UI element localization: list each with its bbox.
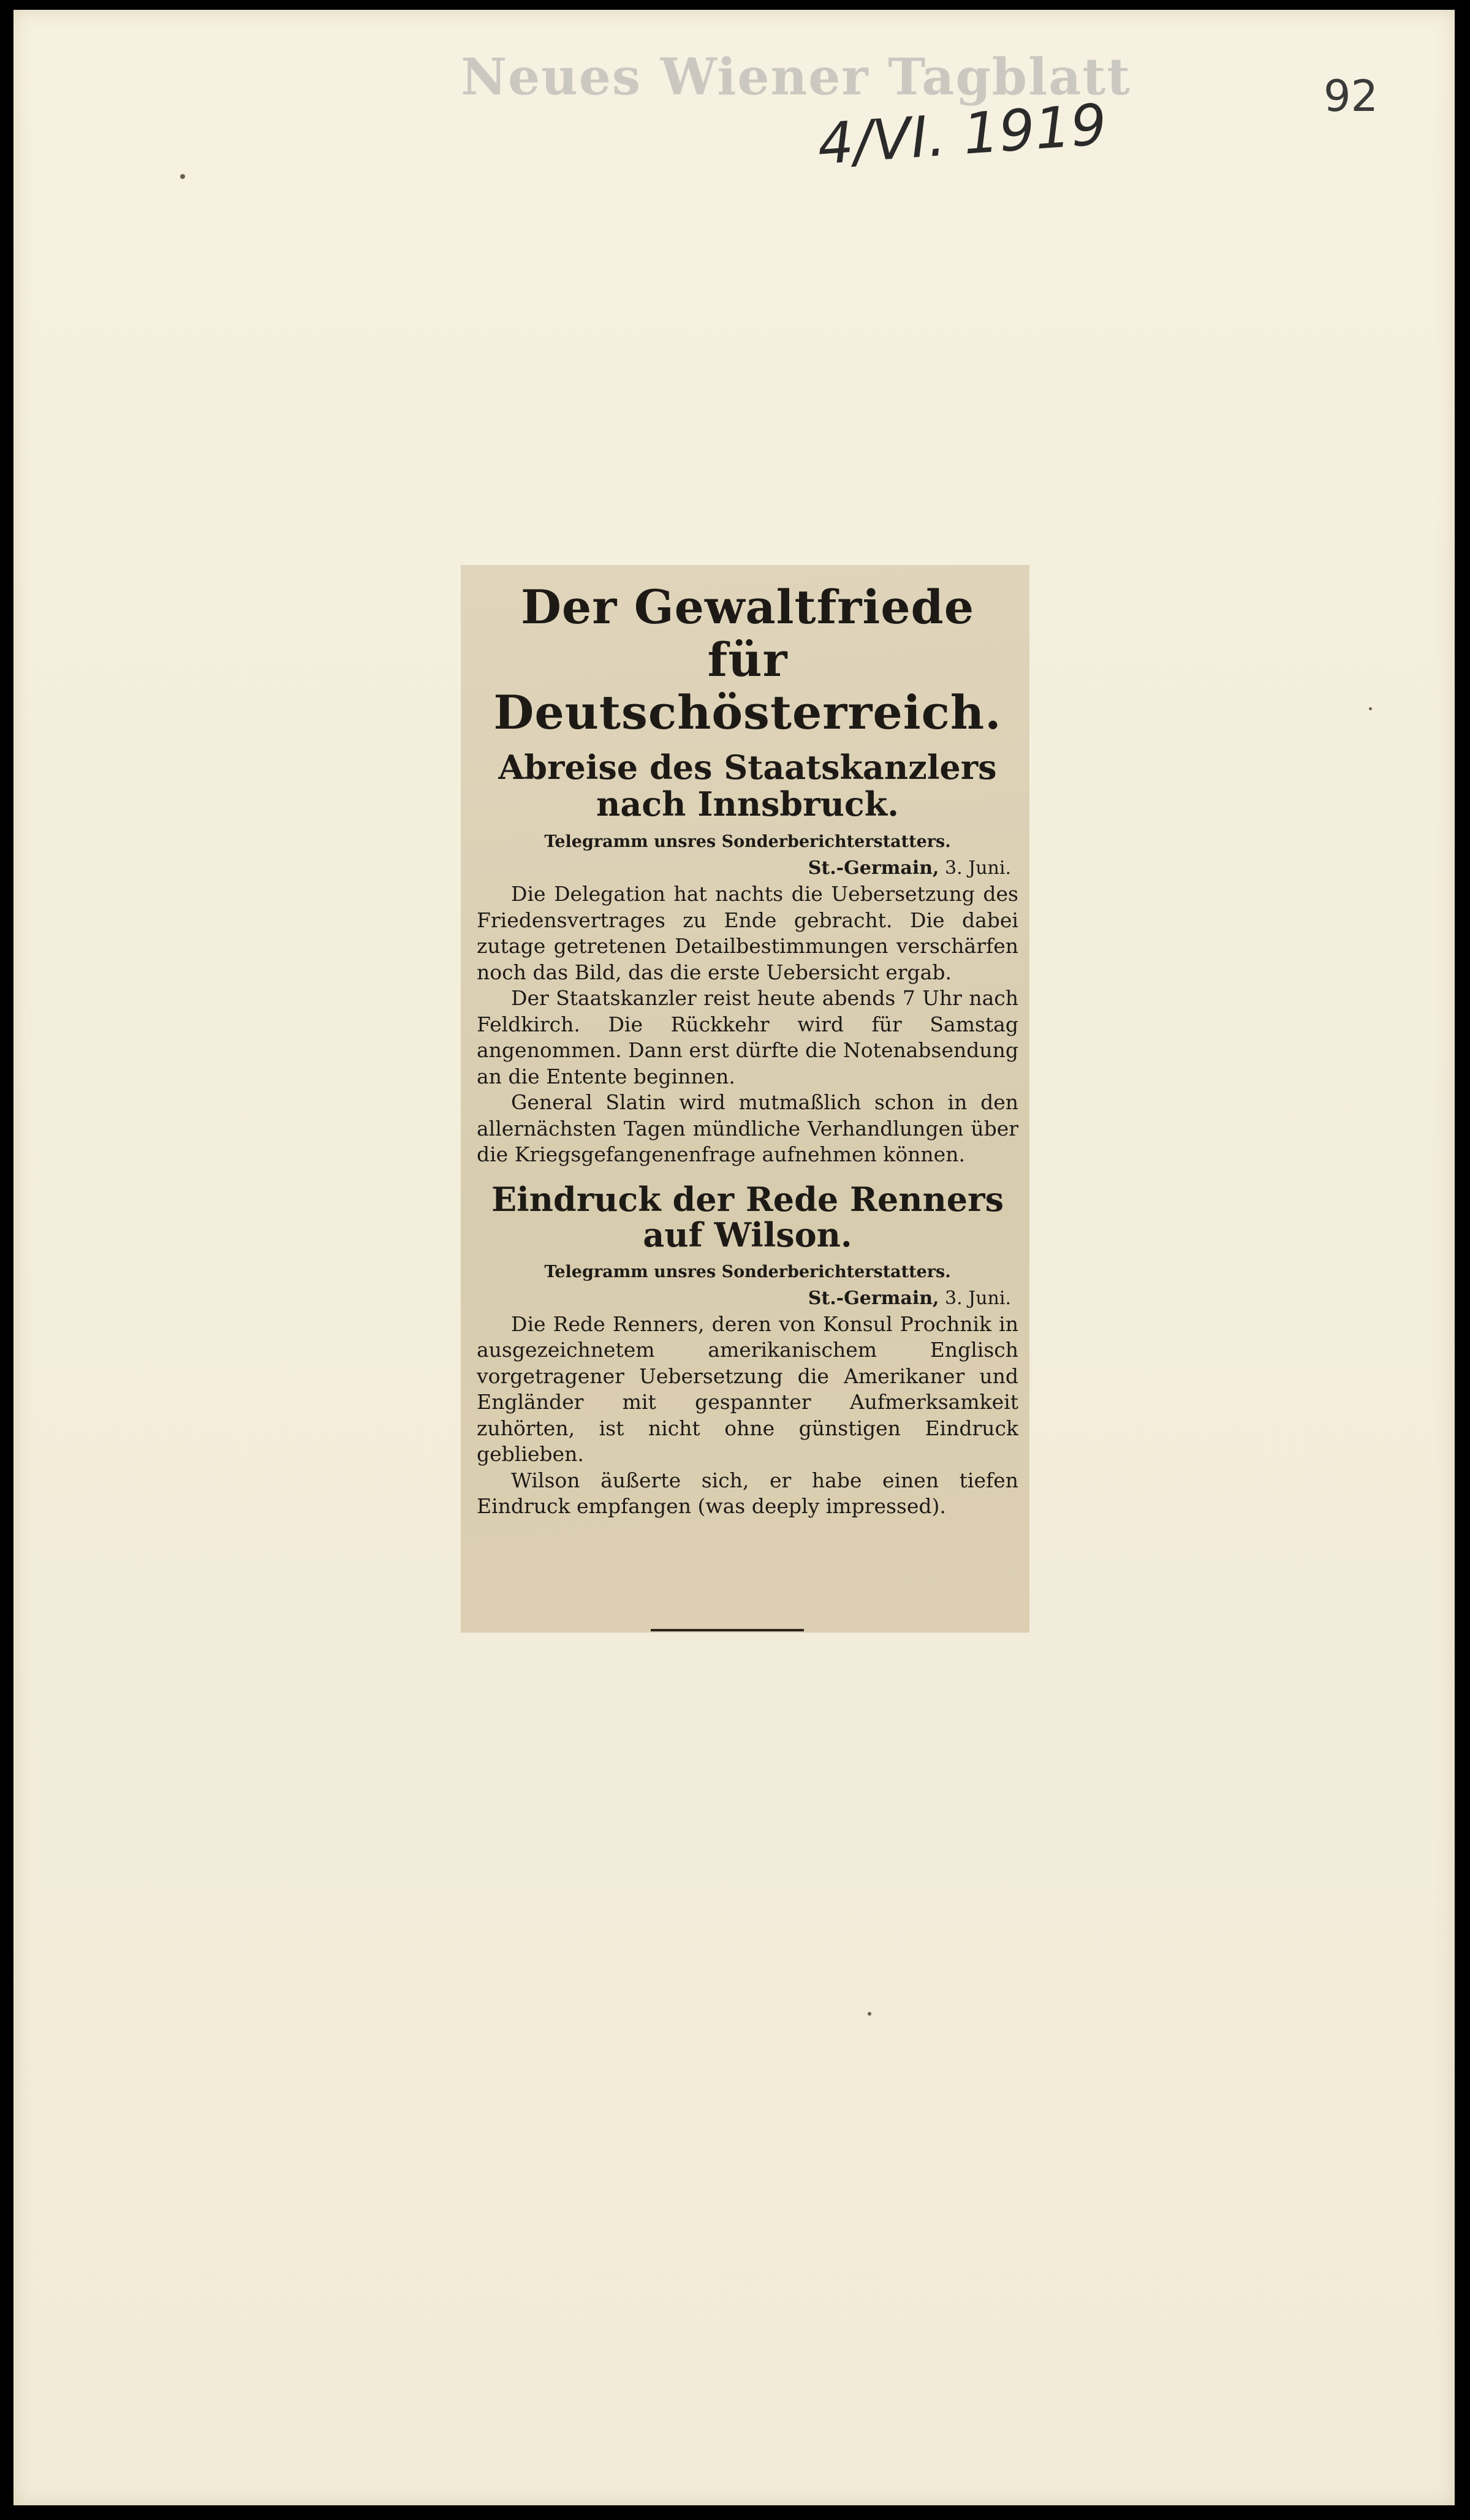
dateline-date: 3. Juni. bbox=[945, 1287, 1011, 1309]
section2-dateline bbox=[477, 1286, 1011, 1311]
newspaper-name-stamp: Neues Wiener Tagblatt bbox=[461, 48, 1132, 107]
paper-speck bbox=[180, 174, 185, 179]
paper-speck bbox=[1369, 707, 1372, 710]
dateline-date: 3. Juni. bbox=[945, 857, 1011, 879]
newspaper-clipping bbox=[461, 565, 1029, 1633]
dateline-place: St.-Germain, bbox=[808, 1287, 939, 1309]
paragraph: Wilson äußerte sich, er habe einen tiefen Eindruck empfangen (was deeply impressed). bbox=[477, 1468, 1018, 1518]
page-number: 92 bbox=[1324, 71, 1379, 121]
paper-speck bbox=[868, 2012, 871, 2016]
handwritten-date: 4/VI. 1919 bbox=[815, 91, 1109, 178]
paragraph: General Slatin wird mutmaßlich schon in den allernächsten Tagen mündliche Verhandlungen über die Kriegsgefangenenfrage aufnehmen können. bbox=[477, 1090, 1018, 1166]
paragraph: Die Delegation hat nachts die Uebersetzung des Friedensvertrages zu Ende gebracht. Die dabei zutage getretenen Detailbestimmungen verschärfen noch das Bild, das die erste Uebersicht ergab. bbox=[477, 882, 1018, 984]
section2-body bbox=[477, 1311, 1018, 1520]
section1-dateline bbox=[477, 856, 1011, 881]
archive-page bbox=[13, 10, 1455, 2505]
section1-body bbox=[477, 881, 1018, 1168]
section1-subhead: Abreise des Staatskanzlers nach Innsbruck. bbox=[498, 748, 997, 824]
end-rule bbox=[651, 1629, 804, 1631]
section2-subhead: Eindruck der Rede Renners auf Wilson. bbox=[491, 1179, 1004, 1254]
section1-telegram-line: Telegramm unsres Sonderberichterstatters. bbox=[544, 832, 951, 851]
paragraph: Die Rede Renners, deren von Konsul Prochnik in ausgezeichnetem amerikanischem Englisch vorgetragener Uebersetzung die Amerikaner und Engländer mit gespannter Aufmerksamkeit zuhörten, ist nicht ohne günstigen Eindruck geblieben. bbox=[477, 1311, 1018, 1466]
section2-telegram-line: Telegramm unsres Sonderberichterstatters. bbox=[544, 1262, 951, 1281]
article-headline: Der Gewaltfriede für Deutschösterreich. bbox=[493, 580, 1002, 740]
paragraph: Der Staatskanzler reist heute abends 7 Uhr nach Feldkirch. Die Rückkehr wird für Samstag angenommen. Dann erst dürfte die Notenabsendung an die Entente beginnen. bbox=[477, 986, 1018, 1088]
dateline-place: St.-Germain, bbox=[808, 857, 939, 879]
